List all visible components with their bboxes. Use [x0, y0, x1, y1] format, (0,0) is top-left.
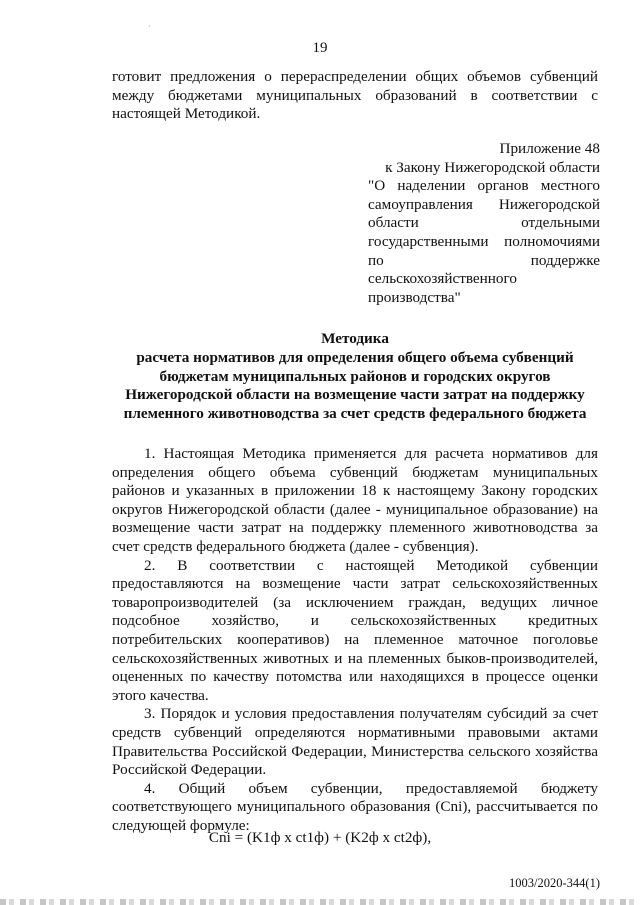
paragraph-4: 4. Общий объем субвенции, предоставляемой бюджету соответствующего муниципального образования (Cni), рассчитывается по следующей формуле: — [112, 779, 598, 834]
appendix-line: государственными полномочиями — [368, 232, 600, 250]
heading-line: Нижегородской области на возмещение части затрат на поддержку — [125, 386, 585, 404]
intro-paragraph — [112, 68, 598, 124]
heading-title: Методика — [321, 330, 389, 347]
appendix-line: "О наделении органов местного — [368, 177, 600, 195]
appendix-line: области отдельными — [368, 214, 600, 232]
paragraph-1: 1. Настоящая Методика применяется для расчета нормативов для определения общего объема субвенций бюджетам муниципальных районов и указанных в приложении 18 к настоящему Закону городских округов Нижегородской области (далее - муниципальное образование) на возмещение части затрат на поддержку племенного животноводства за счет средств федерального бюджета (далее - субвенция). — [112, 445, 598, 555]
appendix-line: производства" — [368, 288, 461, 306]
appendix-line: сельскохозяйственного — [368, 270, 517, 288]
scan-edge-noise — [0, 899, 640, 905]
scan-mark: · — [148, 22, 151, 31]
appendix-line: Приложение 48 — [499, 140, 600, 157]
appendix-line: самоуправления Нижегородской — [368, 195, 600, 213]
formula: Cni = (K1ф x ct1ф) + (K2ф x ct2ф), — [208, 829, 432, 846]
paragraph-3: 3. Порядок и условия предоставления получателям субсидий за счет средств субвенций определяются нормативными правовыми актами Правительства Российской Федерации, Министерства сельского хозяйства Российской Федерации. — [112, 705, 598, 779]
heading-line: племенного животноводства за счет средств федерального бюджета — [123, 405, 587, 423]
intro-text: готовит предложения о перераспределении общих объемов субвенций между бюджетами муниципальных образований в соответствии с настоящей Методикой. — [112, 68, 598, 123]
appendix-line: по поддержке — [368, 251, 600, 269]
document-heading — [100, 330, 610, 424]
appendix-line: к Закону Нижегородской области — [385, 158, 600, 176]
heading-line: бюджетам муниципальных районов и городских округов — [159, 367, 551, 385]
document-code: 1003/2020-344(1) — [509, 876, 600, 890]
paragraph-2: 2. В соответствии с настоящей Методикой субвенции предоставляются на возмещение части затрат сельскохозяйственных товаропроизводителей (за исключением граждан, ведущих личное подсобное хозяйство, и сельскохозяйственных кредитных потребительских кооперативов) на племенное маточное поголовье сельскохозяйственных животных и на племенных быков-производителей, оцененных по качеству потомства или находящихся в процессе оценки этого качества. — [112, 556, 598, 704]
document-body — [112, 445, 598, 835]
page-number: 19 — [312, 40, 328, 56]
heading-line: расчета нормативов для определения общего объема субвенций — [136, 348, 574, 366]
appendix-block — [368, 140, 600, 307]
